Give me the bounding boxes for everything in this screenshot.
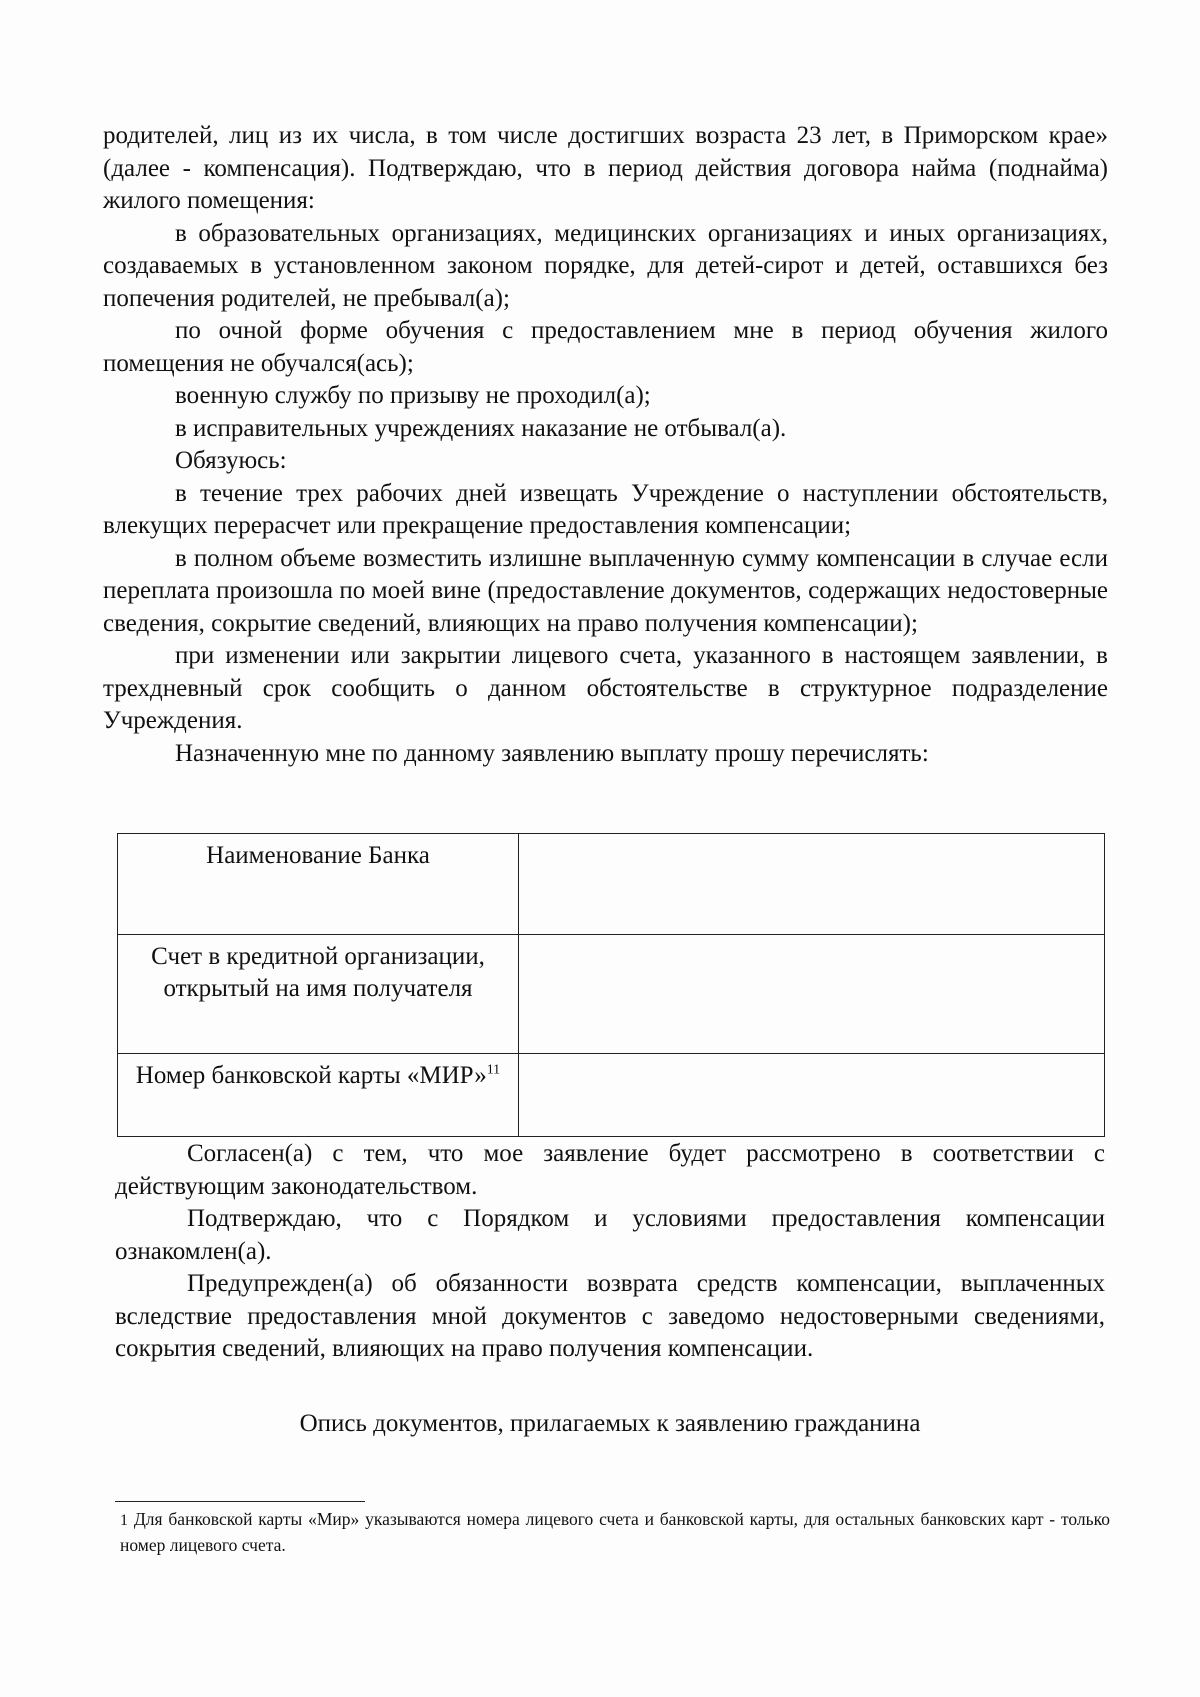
card-number-field[interactable] xyxy=(519,1054,1105,1137)
paragraph-warned: Предупрежден(а) об обязанности возврата средств компенсации, выплаченных вследствие предоставления мной документов с заведомо недостоверными сведениями, сокрытия сведений, влияющих на право получения компенсации. xyxy=(115,1270,1105,1362)
account-label: Счет в кредитной организации, открытый на имя получателя xyxy=(118,935,519,1054)
footnote-number: 1 xyxy=(120,1512,128,1529)
card-number-label: Номер банковской карты «МИР» xyxy=(135,1062,487,1089)
paragraph-not-studied: по очной форме обучения с предоставлением мне в период обучения жилого помещения не обучался(ась); xyxy=(103,317,1108,377)
paragraph-payment-request: Назначенную мне по данному заявлению выплату прошу перечислять: xyxy=(175,739,929,767)
bank-name-label: Наименование Банка xyxy=(118,834,519,935)
paragraph-not-in-institutions: в образовательных организациях, медицинских организациях и иных организациях, создаваемых в установленном законом порядке, для детей-сирот и детей, оставшихся без попечения родителей, не пребывал(а); xyxy=(103,219,1108,312)
table-row xyxy=(118,935,1105,1054)
paragraph-no-sentence: в исправительных учреждениях наказание не отбывал(а). xyxy=(175,414,787,442)
card-number-label-cell xyxy=(118,1054,519,1137)
footnote-marker: 11 xyxy=(486,1062,501,1078)
table-row xyxy=(118,834,1105,935)
bank-details-table xyxy=(117,833,1105,1137)
footnote-text: Для банковской карты «Мир» указываются номера лицевого счета и банковской карты, для остальных банковских карт - только номер лицевого счета. xyxy=(120,1509,1110,1555)
paragraph-refund-obligation: в полном объеме возместить излишне выплаченную сумму компенсации в случае если переплата произошла по моей вине (предоставление документов, содержащих недостоверные сведения, сокрытие сведений, влияющих на право получения компенсации); xyxy=(103,544,1108,637)
table-row xyxy=(118,1054,1105,1137)
paragraph-intro-continuation: родителей, лиц из их числа, в том числе достигших возраста 23 лет, в Приморском крае» (далее - компенсация). Подтверждаю, что в период действия договора найма (поднайма) жилого помещения: xyxy=(103,122,1108,214)
paragraph-account-change-obligation: при изменении или закрытии лицевого счета, указанного в настоящем заявлении, в трехдневный срок сообщить о данном обстоятельстве в структурное подразделение Учреждения. xyxy=(103,642,1108,734)
main-text xyxy=(103,120,1108,770)
paragraph-agreement: Согласен(а) с тем, что мое заявление будет рассмотрено в соответствии с действующим законодательством. xyxy=(115,1140,1105,1200)
paragraph-obligations-title: Обязуюсь: xyxy=(175,447,287,474)
paragraph-acquainted: Подтверждаю, что с Порядком и условиями предоставления компенсации ознакомлен(а). xyxy=(115,1205,1105,1265)
confirmation-text xyxy=(115,1138,1105,1366)
account-field[interactable] xyxy=(519,935,1105,1054)
footnote-divider xyxy=(115,1501,365,1502)
bank-name-field[interactable] xyxy=(519,834,1105,935)
paragraph-notify-obligation: в течение трех рабочих дней извещать Учреждение о наступлении обстоятельств, влекущих перерасчет или прекращение предоставления компенсации; xyxy=(103,479,1108,539)
section-heading: Опись документов, прилагаемых к заявлению гражданина xyxy=(299,1410,921,1437)
footnote xyxy=(120,1507,1110,1557)
paragraph-no-military-service: военную службу по призыву не проходил(а); xyxy=(175,382,651,409)
